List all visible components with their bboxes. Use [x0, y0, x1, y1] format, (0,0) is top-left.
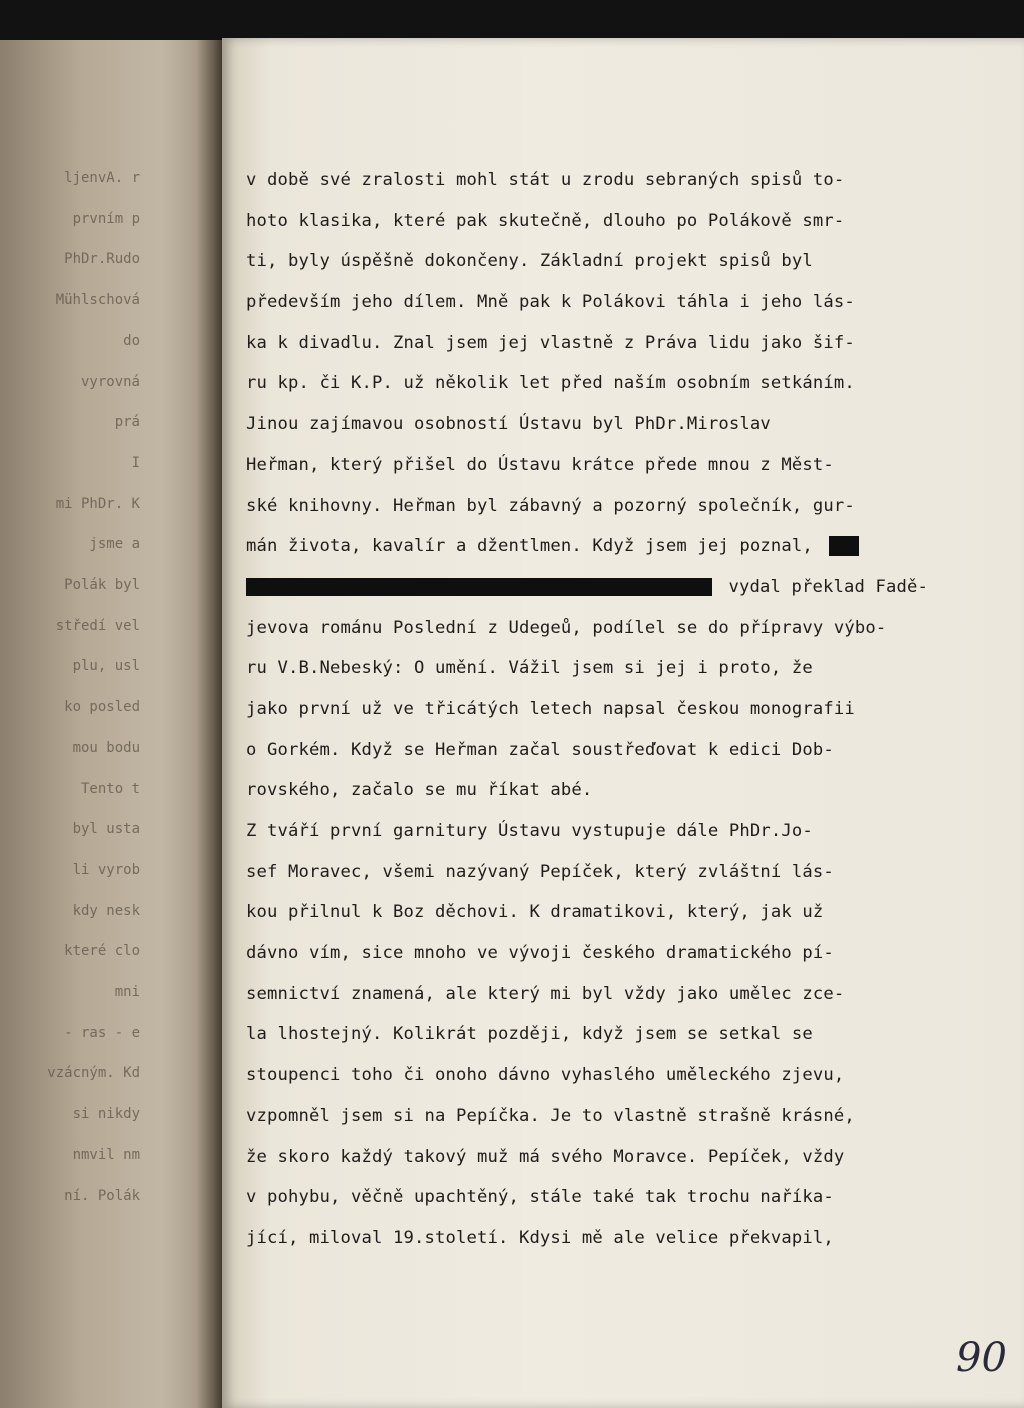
left-page-fragment: Polák byl — [64, 577, 140, 593]
left-page-fragment: do — [123, 332, 140, 349]
left-page-fragment: mou bodu — [72, 739, 140, 756]
body-line: ru kp. či K.P. už několik let před naším osobním setkáním. — [246, 373, 855, 394]
redaction-mark — [829, 536, 859, 556]
body-line-text: vydal překlad Fadě- — [728, 576, 928, 597]
page-number: 90 — [956, 1335, 1007, 1381]
body-line: Z tváří první garnitury Ústavu vystupuje dále PhDr.Jo- — [246, 821, 813, 841]
body-line: rovského, začalo se mu říkat abé. — [246, 780, 593, 801]
body-line: semnictví znamená, ale který mi byl vždy jako umělec zce- — [246, 983, 845, 1004]
left-page-fragment: prá — [114, 414, 140, 431]
left-page-fragment: středí vel — [55, 617, 140, 634]
left-page-fragment: - ras - e — [64, 1024, 140, 1041]
body-line: ti, byly úspěšně dokončeny. Základní projekt spisů byl — [246, 251, 813, 272]
body-line: hoto klasika, které pak skutečně, dlouho po Polákově smr- — [246, 210, 845, 231]
left-page-fragment: nmvil nm — [72, 1146, 140, 1163]
body-line: v pohybu, věčně upachtěný, stále také tak trochu naříka- — [246, 1187, 834, 1208]
body-line: ské knihovny. Heřman byl zábavný a pozorný společník, gur- — [246, 495, 855, 516]
left-page-fragment: kdy nesk — [72, 902, 140, 919]
body-line: že skoro každý takový muž má svého Moravce. Pepíček, vždy — [246, 1146, 845, 1167]
left-page-fragment: PhDr.Rudo — [64, 251, 140, 268]
body-line-with-redaction — [246, 526, 966, 567]
body-line: kou přilnul k Boz děchovi. K dramatikovi, který, jak už — [246, 902, 824, 923]
body-line: dávno vím, sice mnoho ve vývoji českého dramatického pí- — [246, 943, 834, 964]
left-page-fragment: I — [131, 454, 140, 471]
left-page-fragment: jsme a — [89, 536, 140, 553]
left-page-fragment: vyrovná — [80, 373, 140, 390]
body-line: vzpomněl jsem si na Pepíčka. Je to vlastně strašně krásné, — [246, 1105, 855, 1126]
left-page-fragment: ní. Polák — [64, 1187, 140, 1204]
body-line: v době své zralosti mohl stát u zrodu sebraných spisů to- — [246, 170, 845, 190]
body-line: Heřman, který přišel do Ústavu krátce přede mnou z Měst- — [246, 454, 834, 475]
redaction-bar — [246, 578, 712, 596]
left-page-fragment: ljenvA. r — [64, 170, 140, 186]
left-page-fragment: plu, usl — [72, 658, 140, 675]
body-line-text: mán života, kavalír a džentlmen. Když jsem jej poznal, — [246, 536, 813, 557]
left-page-fragment: které clo — [64, 943, 140, 960]
left-page-fragment: vzácným. Kd — [47, 1065, 140, 1082]
left-page-fragment: ko posled — [64, 699, 140, 716]
left-page-fragment: li vyrob — [72, 861, 140, 878]
left-page-fragment: Tento t — [80, 780, 140, 797]
left-page-fragment: byl usta — [72, 821, 140, 838]
body-line: sef Moravec, všemi nazývaný Pepíček, který zvláštní lás- — [246, 861, 834, 882]
body-line: stoupenci toho či onoho dávno vyhaslého uměleckého zjevu, — [246, 1065, 845, 1086]
body-line: la lhostejný. Kolikrát později, když jsem se setkal se — [246, 1024, 813, 1045]
left-page-fragment: prvním p — [72, 210, 140, 227]
typewritten-body — [246, 160, 966, 1259]
left-page-fragment: Mühlschová — [55, 292, 140, 309]
body-line: ka k divadlu. Znal jsem jej vlastně z Práva lidu jako šif- — [246, 332, 855, 353]
left-page-fragment: mi PhDr. K — [55, 495, 140, 512]
body-line-with-redaction — [246, 567, 966, 608]
body-line: o Gorkém. Když se Heřman začal soustřeďovat k edici Dob- — [246, 739, 834, 760]
body-line: Jinou zajímavou osobností Ústavu byl PhDr.Miroslav — [246, 414, 771, 435]
body-line: jící, miloval 19.století. Kdysi mě ale velice překvapil, — [246, 1227, 834, 1248]
left-page-fragment: si nikdy — [72, 1106, 140, 1123]
body-line: jako první už ve třicátých letech napsal českou monografii — [246, 698, 855, 719]
body-line: ru V.B.Nebeský: O umění. Vážil jsem si jej i proto, že — [246, 658, 813, 679]
body-line: jevova románu Poslední z Udegeů, podílel se do přípravy výbo- — [246, 617, 887, 638]
body-line: především jeho dílem. Mně pak k Polákovi táhla i jeho lás- — [246, 292, 855, 313]
left-page-fragment: mni — [114, 984, 140, 1000]
